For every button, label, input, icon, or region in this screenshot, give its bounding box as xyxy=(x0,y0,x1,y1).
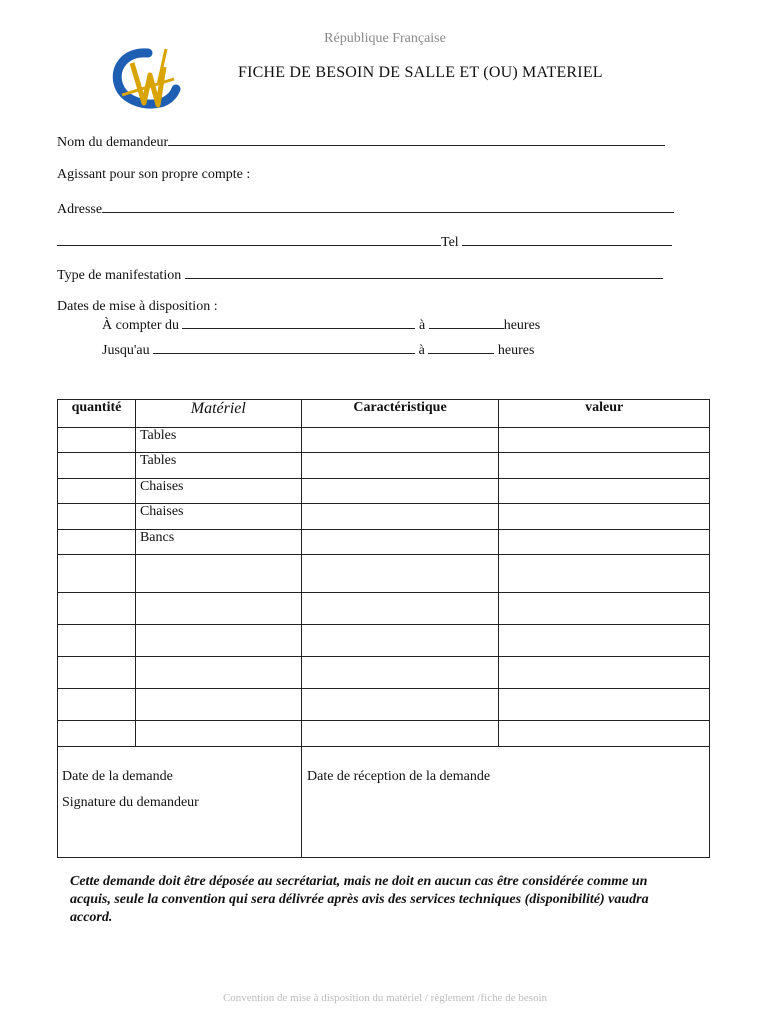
header-caracteristique: Caractéristique xyxy=(301,400,499,428)
table-row xyxy=(58,689,710,721)
cell-caracteristique[interactable] xyxy=(301,530,499,555)
cell-materiel[interactable] xyxy=(135,555,301,593)
cell-quantite[interactable] xyxy=(58,657,136,689)
field-compter[interactable]: À compter du à heures xyxy=(102,318,541,333)
table-row xyxy=(58,625,710,657)
cell-materiel[interactable] xyxy=(135,657,301,689)
cell-caracteristique[interactable] xyxy=(301,479,499,504)
date-reception-label: Date de réception de la demande xyxy=(307,769,491,784)
cell-valeur[interactable] xyxy=(499,504,710,530)
cell-materiel[interactable]: Tables xyxy=(135,428,301,453)
cell-quantite[interactable] xyxy=(58,504,136,530)
header-valeur: valeur xyxy=(499,400,710,428)
cell-valeur[interactable] xyxy=(499,689,710,721)
cell-caracteristique[interactable] xyxy=(301,453,499,479)
cell-materiel[interactable]: Bancs xyxy=(135,530,301,555)
republic-label: République Française xyxy=(324,31,446,46)
date-demande-label: Date de la demande xyxy=(62,769,173,784)
cell-materiel[interactable] xyxy=(135,721,301,747)
cell-materiel[interactable]: Tables xyxy=(135,453,301,479)
table-row xyxy=(58,504,710,530)
table-row xyxy=(58,479,710,504)
cell-valeur[interactable] xyxy=(499,530,710,555)
cell-quantite[interactable] xyxy=(58,479,136,504)
cell-materiel[interactable]: Chaises xyxy=(135,504,301,530)
table-row xyxy=(58,453,710,479)
cell-valeur[interactable] xyxy=(499,453,710,479)
signature-box xyxy=(57,745,710,858)
cell-valeur[interactable] xyxy=(499,479,710,504)
dates-label: Dates de mise à disposition : xyxy=(57,299,218,314)
cell-quantite[interactable] xyxy=(58,625,136,657)
field-adresse-tel[interactable]: Tel xyxy=(57,233,672,251)
cell-materiel[interactable]: Chaises xyxy=(135,479,301,504)
field-adresse[interactable]: Adresse xyxy=(57,200,674,218)
table-row xyxy=(58,530,710,555)
page-footer: Convention de mise à disposition du matériel / règlement /fiche de besoin xyxy=(222,992,548,1004)
cell-quantite[interactable] xyxy=(58,689,136,721)
cell-valeur[interactable] xyxy=(499,721,710,747)
field-agissant: Agissant pour son propre compte : xyxy=(57,167,251,182)
notice-text: Cette demande doit être déposée au secrétariat, mais ne doit en aucun cas être considérée comme un acquis, seule la convention qui sera délivrée après avis des services techniques (disponibilité) vaudra accord. xyxy=(70,874,649,925)
materiel-table xyxy=(57,399,710,747)
header-quantite: quantité xyxy=(58,400,136,428)
cell-valeur[interactable] xyxy=(499,555,710,593)
cell-caracteristique[interactable] xyxy=(301,721,499,747)
cell-caracteristique[interactable] xyxy=(301,593,499,625)
cell-caracteristique[interactable] xyxy=(301,504,499,530)
cell-caracteristique[interactable] xyxy=(301,428,499,453)
cell-valeur[interactable] xyxy=(499,428,710,453)
cell-quantite[interactable] xyxy=(58,721,136,747)
cell-caracteristique[interactable] xyxy=(301,657,499,689)
table-row xyxy=(58,657,710,689)
box-divider xyxy=(301,745,302,857)
header-materiel: Matériel xyxy=(135,400,301,428)
cell-materiel[interactable] xyxy=(135,689,301,721)
table-header-row xyxy=(58,400,710,428)
cell-quantite[interactable] xyxy=(58,530,136,555)
cell-caracteristique[interactable] xyxy=(301,625,499,657)
cell-quantite[interactable] xyxy=(58,593,136,625)
cell-quantite[interactable] xyxy=(58,453,136,479)
cell-materiel[interactable] xyxy=(135,625,301,657)
cell-quantite[interactable] xyxy=(58,555,136,593)
table-row xyxy=(58,555,710,593)
signature-label: Signature du demandeur xyxy=(62,795,199,810)
table-row xyxy=(58,721,710,747)
cell-caracteristique[interactable] xyxy=(301,689,499,721)
field-type[interactable]: Type de manifestation xyxy=(57,266,663,284)
cell-caracteristique[interactable] xyxy=(301,555,499,593)
cell-valeur[interactable] xyxy=(499,625,710,657)
commune-logo xyxy=(108,45,188,115)
field-jusqu[interactable]: Jusqu'au à heures xyxy=(102,343,535,358)
table-row xyxy=(58,428,710,453)
cell-quantite[interactable] xyxy=(58,428,136,453)
cell-valeur[interactable] xyxy=(499,657,710,689)
table-row xyxy=(58,593,710,625)
cell-valeur[interactable] xyxy=(499,593,710,625)
cell-materiel[interactable] xyxy=(135,593,301,625)
field-nom[interactable]: Nom du demandeur xyxy=(57,133,665,151)
page-title: FICHE DE BESOIN DE SALLE ET (OU) MATERIEL xyxy=(238,64,603,81)
